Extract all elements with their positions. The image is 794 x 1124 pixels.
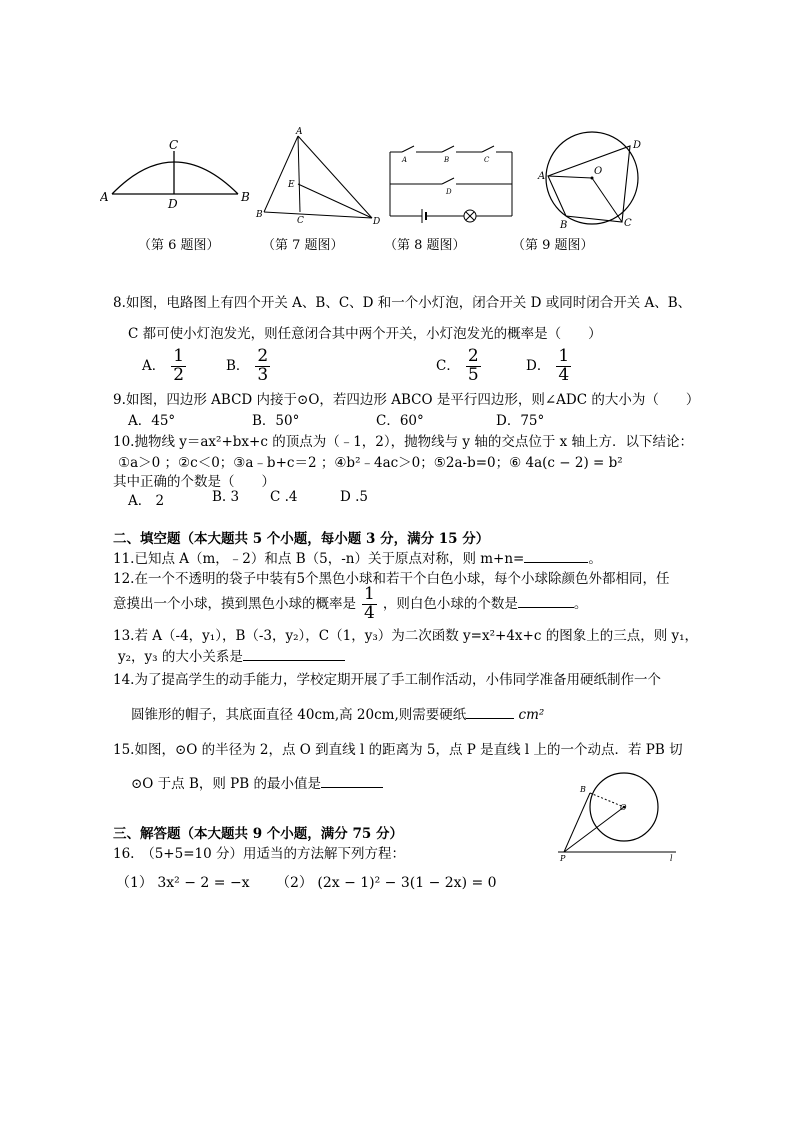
q9-line1: 9.如图，四边形 ABCD 内接于⊙O，若四边形 ABCO 是平行四边形，则∠ADC 的大小为（ ）	[113, 392, 700, 408]
q10-option-c: C .4	[270, 489, 298, 505]
q8-option-b: B． $\frac{2}{3}$	[226, 346, 269, 385]
svg-text:E: E	[288, 180, 295, 190]
svg-text:P: P	[560, 854, 566, 863]
figure-7-triangle	[252, 124, 382, 228]
svg-text:C: C	[624, 218, 632, 229]
q12-line1: 12.在一个不透明的袋子中装有5个黑色小球和若干个白色小球，每个小球除颜色外都相同，任	[113, 571, 670, 587]
q9-option-a: A．45°	[128, 413, 176, 429]
figure-9-caption: （第 9 题图）	[512, 238, 594, 253]
q15-line2: ⊙O 于点 B，则 PB 的最小值是	[131, 772, 383, 792]
figure-6-caption: （第 6 题图）	[138, 238, 220, 253]
svg-text:D: D	[373, 217, 381, 227]
svg-text:l: l	[670, 854, 673, 863]
q10-option-a: A． 2	[128, 493, 165, 509]
svg-text:C: C	[484, 156, 490, 164]
q8-option-d: D． $\frac{1}{4}$	[526, 346, 570, 385]
label-d: D	[168, 197, 178, 210]
svg-text:C: C	[297, 216, 304, 226]
q16-line1: 16. （5+5=10 分）用适当的方法解下列方程：	[113, 846, 405, 862]
q8-option-a: A． $\frac{1}{2}$	[142, 346, 185, 385]
label-c: C	[169, 138, 179, 152]
q10-line1: 10.抛物线 y＝ax²+bx+c 的顶点为（﹣1，2），抛物线与 y 轴的交点位于 x 轴上方．以下结论：	[113, 434, 694, 450]
figure-15-tangent	[554, 768, 682, 864]
figure-8-circuit	[384, 138, 518, 226]
figure-6-arc	[100, 138, 260, 210]
label-a: A	[100, 190, 109, 204]
svg-text:D: D	[633, 140, 642, 151]
q11: 11.已知点 A（m，﹣2）和点 B（5，-n）关于原点对称，则 m+n= 。	[113, 547, 602, 567]
svg-text:D: D	[446, 188, 452, 196]
section-3-heading: 三、解答题（本大题共 9 个小题，满分 75 分）	[113, 826, 403, 842]
q8-line1: 8.如图，电路图上有四个开关 A、B、C、D 和一个小灯泡，闭合开关 D 或同时闭合开关 A、B、	[113, 295, 692, 311]
q14-line1: 14.为了提高学生的动手能力，学校定期开展了手工制作活动，小伟同学准备用硬纸制作一个	[113, 672, 661, 688]
q12-line2: 意摸出一个小球，摸到黑色小球的概率是 $\frac{1}{4}$ ，则白色小球的个数是 。	[113, 584, 588, 623]
q16-eq1: （1） 3x² − 2 = −x	[116, 875, 250, 891]
svg-text:B: B	[444, 156, 450, 164]
q15-line1: 15.如图，⊙O 的半径为 2，点 O 到直线 l 的距离为 5，点 P 是直线 l 上的一个动点．若 PB 切	[113, 742, 683, 758]
svg-text:A: A	[296, 127, 303, 137]
q10-line3: 其中正确的个数是（ ）	[113, 474, 275, 490]
q10-option-b: B. 3	[212, 489, 240, 505]
svg-text:B: B	[560, 220, 568, 230]
figure-8-caption: （第 8 题图）	[384, 238, 466, 253]
q10-line2: ①a＞0 ；②c＜0；③a﹣b+c＝2 ；④b²﹣4ac＞0；⑤2a-b=0；⑥ 4a(c − 2) = b²	[118, 455, 623, 471]
svg-text:O: O	[620, 803, 627, 812]
q8-option-c: C． $\frac{2}{5}$	[436, 346, 479, 385]
label-b: B	[241, 190, 250, 204]
q8-line2: C 都可使小灯泡发光，则任意闭合其中两个开关，小灯泡发光的概率是（ ）	[128, 326, 602, 342]
q9-option-b: B．50°	[252, 413, 300, 429]
svg-text:A: A	[538, 171, 546, 182]
q10-option-d: D .5	[340, 489, 368, 505]
section-2-heading: 二、填空题（本大题共 5 个小题，每小题 3 分，满分 15 分）	[113, 531, 490, 547]
svg-text:A: A	[402, 156, 408, 164]
q13-line2: y₂，y₃ 的大小关系是	[118, 645, 345, 665]
figure-7-caption: （第 7 题图）	[262, 238, 344, 253]
q9-option-c: C．60°	[376, 413, 424, 429]
q16-eq2: （2） (2x − 1)² − 3(1 − 2x) = 0	[276, 875, 497, 891]
q14-line2: 圆锥形的帽子，其底面直径 40cm,高 20cm,则需要硬纸 cm²	[131, 703, 544, 723]
q13-line1: 13.若 A（-4，y₁），B（-3，y₂），C（1，y₃）为二次函数 y=x²+4x+c 的图象上的三点，则 y₁，	[113, 628, 699, 644]
svg-text:B: B	[256, 210, 263, 220]
figure-9-circle	[534, 126, 654, 230]
svg-text:B: B	[580, 785, 586, 794]
q9-option-d: D．75°	[496, 413, 545, 429]
svg-text:O: O	[594, 166, 603, 177]
